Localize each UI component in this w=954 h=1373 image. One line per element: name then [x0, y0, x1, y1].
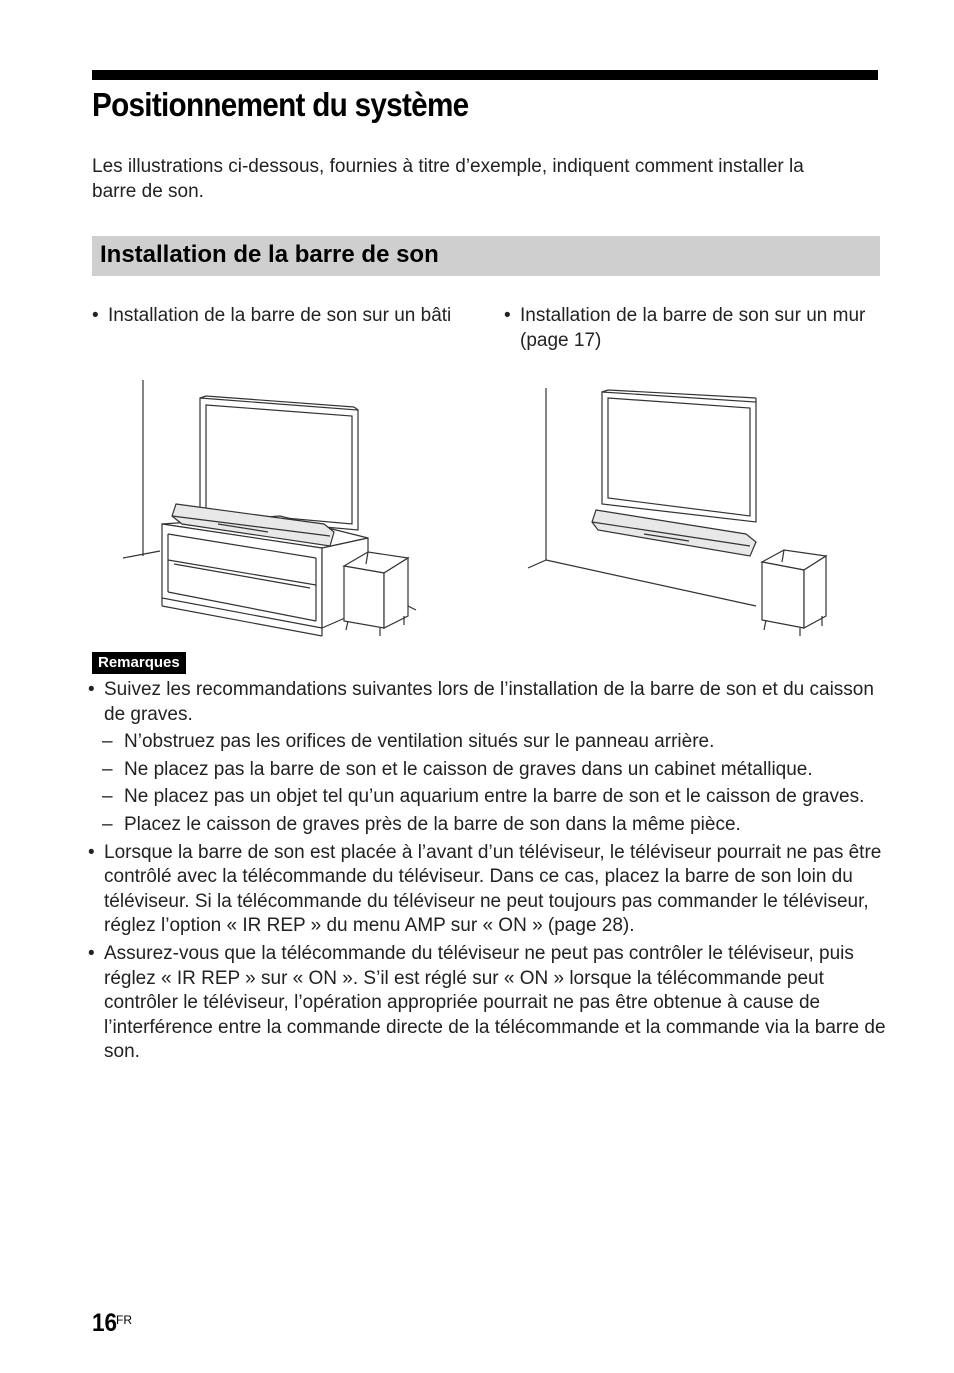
- dash: –: [102, 731, 113, 753]
- sub-note-item: [88, 813, 888, 838]
- note-text: Lorsque la barre de son est placée à l’avant d’un téléviseur, le téléviseur pourrait ne pas être contrôlé avec la télécommande du téléviseur. Dans ce cas, placez la barre de son loin du téléviseur. Si la télécommande du téléviseur ne peut toujours pas commander le téléviseur, réglez l’option « IR REP » du menu AMP sur « ON » (page 28).: [104, 841, 882, 937]
- note-item: [88, 678, 888, 727]
- dash: –: [102, 786, 113, 808]
- bullet: •: [92, 305, 99, 326]
- bullet: •: [88, 841, 95, 863]
- sub-note-item: [88, 785, 888, 810]
- note-text: Suivez les recommandations suivantes lors de l’installation de la barre de son et du caisson de graves.: [104, 679, 874, 725]
- top-rule: [92, 70, 878, 80]
- notes-badge: Remarques: [92, 652, 186, 674]
- sub-note-text: Placez le caisson de graves près de la barre de son dans la même pièce.: [124, 813, 741, 835]
- dash: –: [102, 813, 113, 835]
- page-language-suffix: FR: [116, 1313, 132, 1327]
- page-number: 16: [92, 1309, 118, 1337]
- case-stand: [92, 303, 472, 328]
- case-stand-text: Installation de la barre de son sur un bâti: [108, 305, 452, 326]
- sub-note-text: N’obstruez pas les orifices de ventilation situés sur le panneau arrière.: [124, 731, 715, 753]
- sub-note-text: Ne placez pas un objet tel qu’un aquarium entre la barre de son et le caisson de graves.: [124, 786, 865, 808]
- sub-note-item: [88, 758, 888, 783]
- sub-note-text: Ne placez pas la barre de son et le caisson de graves dans un cabinet métallique.: [124, 758, 813, 780]
- sub-note-item: [88, 730, 888, 755]
- bullet: •: [88, 679, 95, 700]
- note-text: Assurez-vous que la télécommande du téléviseur ne peut pas contrôler le téléviseur, puis réglez « IR REP » sur « ON ». S’il est réglé sur « ON » lorsque la télécommande peut contrôler le téléviseur, l’opération appropriée pourrait ne pas être obtenue à cause de l’interférence entre la commande directe de la télécommande et la commande via la barre de son.: [104, 942, 886, 1063]
- intro-text: Les illustrations ci-dessous, fournies à titre d’exemple, indiquent comment installer la barre de son.: [92, 156, 804, 202]
- page-title: Positionnement du système: [92, 86, 469, 123]
- dash: –: [102, 758, 113, 780]
- notes-list: [88, 678, 888, 1068]
- section-header: [92, 236, 880, 276]
- case-wall-text: Installation de la barre de son sur un mur (page 17): [520, 305, 866, 351]
- wall-installation-illustration: [524, 384, 836, 638]
- section-title: Installation de la barre de son: [100, 241, 439, 268]
- note-item: [88, 942, 888, 1065]
- bullet: •: [88, 942, 95, 964]
- stand-installation-illustration: [118, 378, 423, 640]
- case-wall: [504, 303, 884, 353]
- note-item: [88, 841, 888, 939]
- bullet: •: [504, 305, 511, 326]
